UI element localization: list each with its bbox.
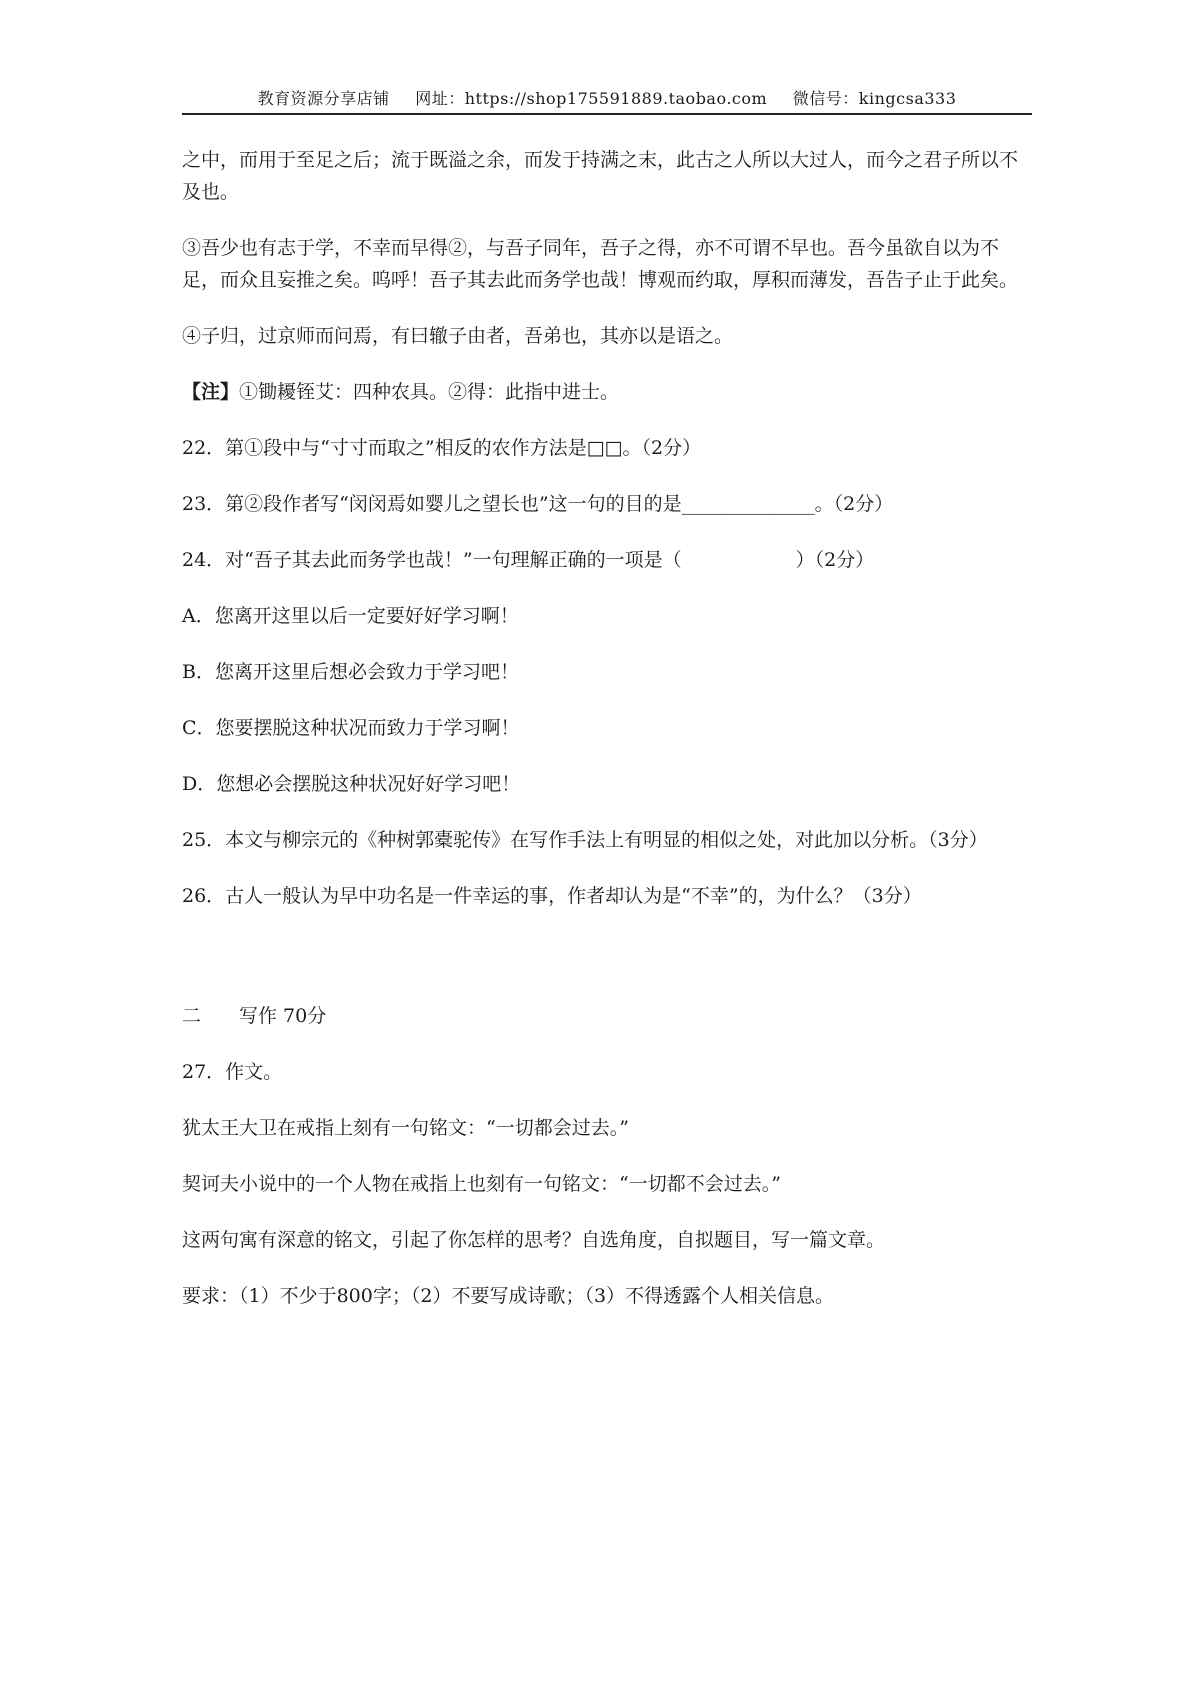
passage-note [182, 376, 1032, 408]
question-24: 24．对“吾子其去此而务学也哉！”一句理解正确的一项是（ ）（2分） [182, 549, 875, 571]
note-text: ①锄耰铚艾：四种农具。②得：此指中进士。 [239, 381, 620, 403]
question-23: 23．第②段作者写“闵闵焉如婴儿之望长也”这一句的目的是______________。（2分） [182, 493, 894, 515]
question-22: 22．第①段中与“寸寸而取之”相反的农作方法是□□。（2分） [182, 437, 702, 459]
question-27: 27．作文。 [182, 1061, 283, 1083]
essay-prompt-line-1: 犹太王大卫在戒指上刻有一句铭文：“一切都会过去。” [182, 1117, 629, 1139]
section-title-writing: 二 写作 70分 [182, 1005, 327, 1027]
header-shop-name: 教育资源分享店铺 [257, 89, 390, 108]
page-header [182, 85, 1032, 115]
header-wechat-id: 微信号：kingcsa333 [792, 89, 957, 108]
passage-paragraph-3: ③吾少也有志于学，不幸而早得②，与吾子同年，吾子之得，亦不可谓不早也。吾今虽欲自以为不足，而众且妄推之矣。呜呼！吾子其去此而务学也哉！博观而约取，厚积而薄发，吾告子止于此矣。 [182, 237, 1019, 291]
passage-paragraph-4: ④子归，过京师而问焉，有曰辙子由者，吾弟也，其亦以是语之。 [182, 325, 734, 347]
option-d: D．您想必会摆脱这种状况好好学习吧！ [182, 773, 521, 795]
passage-paragraph-continued: 之中，而用于至足之后；流于既溢之余，而发于持满之末，此古之人所以大过人，而今之君子所以不及也。 [182, 149, 1019, 203]
essay-prompt-line-3: 这两句寓有深意的铭文，引起了你怎样的思考？自选角度，自拟题目，写一篇文章。 [182, 1229, 886, 1251]
option-b: B．您离开这里后想必会致力于学习吧！ [182, 661, 519, 683]
question-26: 26．古人一般认为早中功名是一件幸运的事，作者却认为是“不幸”的，为什么？（3分） [182, 885, 922, 907]
header-shop-url: 网址：https://shop175591889.taobao.com [415, 89, 768, 108]
note-tag: 【注】 [182, 381, 240, 403]
question-25: 25．本文与柳宗元的《种树郭橐驼传》在写作手法上有明显的相似之处，对此加以分析。（3分） [182, 829, 988, 851]
option-a: A．您离开这里以后一定要好好学习啊！ [182, 605, 519, 627]
option-c: C．您要摆脱这种状况而致力于学习啊！ [182, 717, 520, 739]
document-body [182, 144, 1032, 1312]
essay-prompt-line-2: 契诃夫小说中的一个人物在戒指上也刻有一句铭文：“一切都不会过去。” [182, 1173, 781, 1195]
essay-requirements: 要求：（1）不少于800字；（2）不要写成诗歌；（3）不得透露个人相关信息。 [182, 1285, 835, 1307]
